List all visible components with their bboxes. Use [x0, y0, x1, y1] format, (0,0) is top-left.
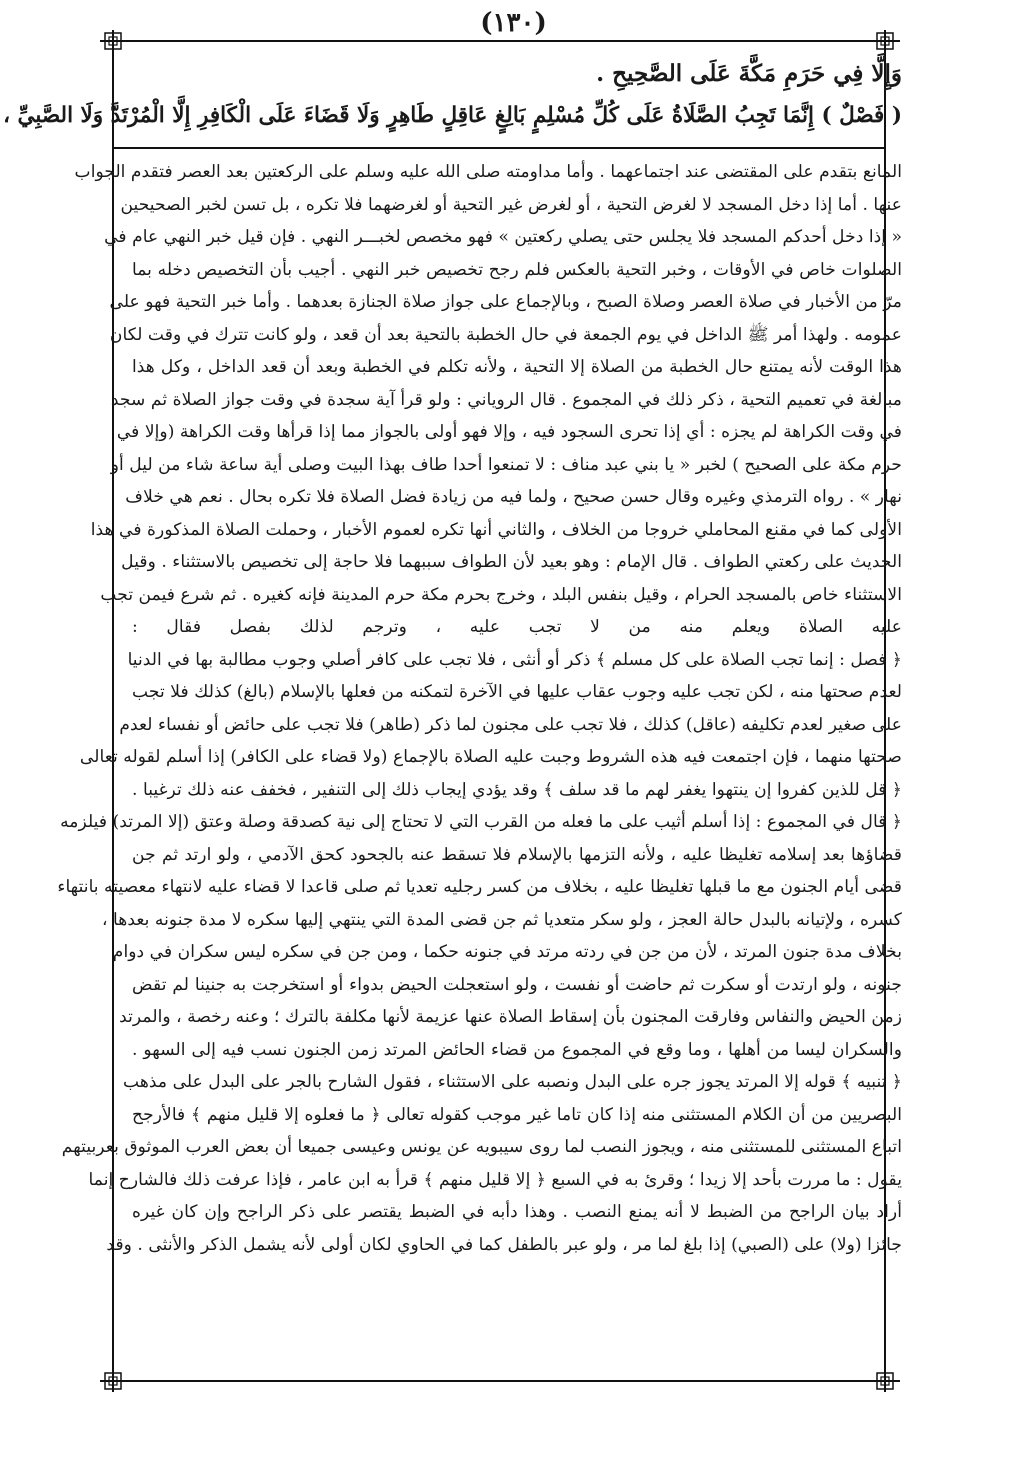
commentary-line: كسره ، ولإتيانه بالبدل حالة العجز ، ولو سكر متعديا ثم جن قضى المدة التي ينتهي إليها سكره لا مدة جنونه بعدها ، [102, 909, 902, 930]
commentary-line: قضاؤها بعد إسلامه تغليظا عليه ، ولأنه التزمها بالإسلام فلا تسقط عنه بالجحود كحق الآدمي ، ولو ارتد ثم جن [132, 844, 902, 865]
commentary-line: نهار » . رواه الترمذي وغيره وقال حسن صحيح ، ولما فيه من زيادة فضل الصلاة فلا تكره بحال . نعم هي خلاف [125, 487, 902, 507]
corner-ornament-icon [874, 30, 896, 52]
commentary-line: عمومه . ولهذا أمر ﷺ الداخل في يوم الجمعة في حال الخطبة بالتحية بعد أن قعد ، ولو كانت تترك في وقت لكان [109, 324, 902, 345]
commentary-line: الصلوات خاص في الأوقات ، وخبر التحية بالعكس فلم رجح تخصيص خبر النهي . أجيب بأن التخصيص دخله بما [132, 259, 902, 280]
frame-top-rule [100, 40, 900, 42]
commentary-line: المانع بتقدم على المقتضى عند اجتماعهما . وأما مداومته صلى الله عليه وسلم على الركعتين بعد العصر فتقدم الجواب [74, 162, 902, 182]
commentary-line: مبالغة في تعميم التحية ، ذكر ذلك في المجموع . قال الروياني : ولو قرأ آية سجدة في وقت جواز الصلاة ثم سجد [110, 389, 902, 410]
commentary-line: على صغير لعدم تكليفه (عاقل) كذلك ، فلا تجب على مجنون لما ذكر (طاهر) فلا تجب على حائض أو نفساء لعدم [119, 714, 902, 735]
commentary-line: أراد بيان الراجح من الضبط لا أنه يمنع النصب . وهذا دأبه في الضبط يقتصر على ذكر الراجح وإن كان غيره [132, 1202, 902, 1222]
commentary-line: لعدم صحتها منه ، لكن تجب عليه وجوب عقاب عليها في الآخرة لتمكنه من فعلها بالإسلام (بالغ) كذلك فلا تجب [132, 682, 902, 702]
commentary-line: الأولى كما في مقنع المحاملي خروجا من الخلاف ، والثاني أنها تكره لعموم الأخبار ، وحملت الصلاة المذكورة في هذا [90, 519, 902, 540]
corner-ornament-icon [874, 1370, 896, 1392]
commentary-line: في وقت الكراهة لم يجزه : أي إذا تحرى السجود فيه ، وإلا فهو أولى بالجواز مما إذا قرأها وقت الكراهة (وإلا في [116, 422, 902, 442]
commentary-line: ﴿ تنبيه ﴾ قوله إلا المرتد يجوز جره على البدل ونصبه على الاستثناء ، فقول الشارح بالجر على البدل على مذهب [122, 1072, 902, 1092]
commentary-line: والسكران ليسا من أهلها ، وما وقع في المجموع من قضاء الحائض المرتد زمن الجنون نسب فيه إلى السهو . [132, 1039, 902, 1060]
commentary-line: بخلاف مدة جنون المرتد ، لأن من جن في ردته مرتد في جنونه حكما ، ومن جن في سكره ليس سكران في دوام [112, 942, 902, 962]
commentary-line: عنها . أما إذا دخل المسجد لا لغرض التحية ، أو لغرض غير التحية أو لغرضهما فلا تكره ، بل تسن لخبر الصحيحين [120, 194, 902, 215]
commentary-line: ﴿ قال في المجموع : إذا أسلم أثيب على ما فعله من القرب التي لا تحتاج إلى نية كصدقة وصلة وعتق (إلا المرتد) فيلزمه [60, 812, 902, 832]
corner-ornament-icon [102, 1370, 124, 1392]
commentary-line: ﴿ قل للذين كفروا إن ينتهوا يغفر لهم ما قد سلف ﴾ وقد يؤدي إيجاب ذلك إلى التنفير ، فخفف عنه ذلك ترغيبا . [132, 779, 902, 800]
commentary-line: زمن الحيض والنفاس وفارقت المجنون بأن إسقاط الصلاة عنها عزيمة لأنها مكلفة بالترك ؛ وعنه رخصة ، والمرتد [119, 1007, 902, 1027]
commentary-line: جنونه ، ولو ارتدت أو سكرت ثم حاضت أو نفست ، ولو استعجلت الحيض بدواء أو استخرجت به جنينا لم تقض [132, 974, 902, 995]
frame-bottom-rule [100, 1380, 900, 1382]
commentary-line: يقول : ما مررت بأحد إلا زيدا ؛ وقرئ به في السبع ﴿ إلا قليل منهم ﴾ قرأ به ابن عامر ، فإذا عرفت ذلك فالشارح إنما [88, 1169, 902, 1190]
commentary-line: ﴿ فصل : إنما تجب الصلاة على كل مسلم ﴾ ذكر أو أنثى ، فلا تجب على كافر أصلي وجوب مطالبة بها في الدنيا [127, 649, 902, 670]
matn-line: وَإِلَّا فِي حَرَمِ مَكَّةَ عَلَى الصَّحِيحِ . [596, 60, 902, 87]
commentary-line: مرّ من الأخبار في صلاة العصر وصلاة الصبح ، وبالإجماع على جواز صلاة الجنازة بعدهما . وأما خبر التحية فهو على [109, 292, 902, 312]
page-number: (١٣٠) [480, 8, 547, 38]
commentary-line: الاستثناء خاص بالمسجد الحرام ، وقيل بنفس البلد ، وخرج بحرم مكة حرم المدينة فإنه كغيره . ثم شرع فيمن تجب [100, 584, 902, 605]
commentary-line: عليه الصلاة ويعلم منه من لا تجب عليه ، وترجم لذلك بفصل فقال : [132, 617, 902, 637]
commentary-line: الحديث على ركعتي الطواف . قال الإمام : وهو بعيد لأن الطواف سببهما فلا حاجة إلى تخصيص بالاستثناء . وقيل [121, 552, 902, 572]
commentary-line: جائزا (ولا) على (الصبي) إذا بلغ لما مر ، ولو عبر بالطفل كما في الحاوي لكان أولى لأنه يشمل الذكر والأنثى . وقد [106, 1234, 902, 1255]
commentary-line: صحتها منهما ، فإن اجتمعت فيه هذه الشروط وجبت عليه الصلاة بالإجماع (ولا قضاء على الكافر) إذا أسلم لقوله تعالى [79, 747, 902, 767]
section-divider [113, 147, 885, 149]
matn-line: ( فَصْلٌ ) إِنَّمَا تَجِبُ الصَّلَاةُ عَلَى كُلِّ مُسْلِمٍ بَالِغٍ عَاقِلٍ طَاهِرٍ وَلَا قَضَاءَ عَلَى الْكَافِرِ إِلَّا الْمُرْتَدَّ وَلَا الصَّبِيِّ ، [3, 103, 902, 128]
commentary-line: قضى أيام الجنون مع ما قبلها تغليظا عليه ، بخلاف من كسر رجليه تعديا ثم صلى قاعدا لا قضاء عليه لانتهاء معصيته بانتهاء [57, 877, 902, 897]
commentary-line: حرم مكة على الصحيح ) لخبر « يا بني عبد مناف : لا تمنعوا أحدا طاف بهذا البيت وصلى أية ساعة شاء من ليل أو [110, 454, 902, 475]
commentary-body [57, 156, 902, 1261]
commentary-line: « إذا دخل أحدكم المسجد فلا يجلس حتى يصلي ركعتين » فهو مخصص لخبـــر النهي . فإن قيل خبر النهي عام في [104, 227, 902, 247]
commentary-line: اتباع المستثنى للمستثنى منه ، ويجوز النصب لما روى سيبويه عن يونس وعيسى جميعا أن بعض العرب الموثوق بعربيتهم [61, 1137, 902, 1157]
corner-ornament-icon [102, 30, 124, 52]
commentary-line: هذا الوقت لأنه يمتنع حال الخطبة من الصلاة إلا التحية ، ولأنه تكلم في الخطبة وبعد أن قعد الداخل ، وكل هذا [132, 357, 902, 377]
commentary-line: البصريين من أن الكلام المستثنى منه إذا كان تاما غير موجب كقوله تعالى ﴿ ما فعلوه إلا قليل منهم ﴾ فالأرجح [132, 1104, 902, 1125]
